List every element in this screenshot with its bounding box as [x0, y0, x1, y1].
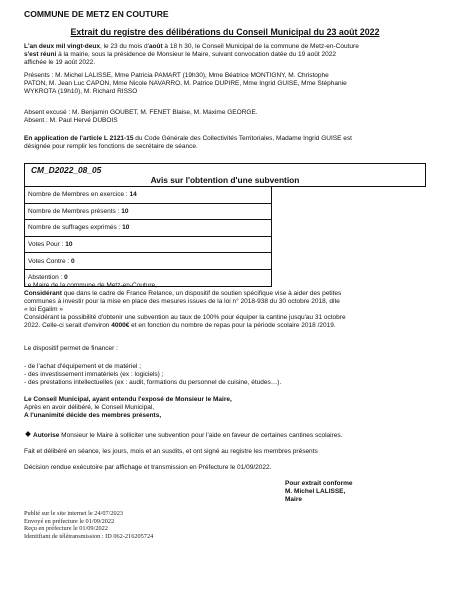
vote-row [25, 187, 272, 204]
signature-block: Pour extrait conforme M. Michel LALISSE, Maire [285, 480, 353, 504]
body-considerant: Considérant que dans le cadre de France Relance, un dispositif de soutien spécifique vise à aider des petites communes à investir pour la mise en place des mesures issues de la loi n° 2018-938 du 30 octobre 2018, dite « loi Egalim » Considérant la possibilité d'obtenir une subvention au taux de 100% pour équiper la cantine jusqu'au 31 octobre 2022. Celle-ci serait d'environ 4000€ et en fonction du nombre de repas pour la période scolaire 2018 /2019. [24, 290, 346, 330]
vote-row [25, 220, 272, 237]
vote-label: Votes Contre : [28, 257, 71, 265]
secretary-paragraph: En application de l'article L 2121-15 du Code Générale des Collectivités Territoriales, Madame Ingrid GUISE est désignée pour remplir les fonctions de secrétaire de séance. [24, 135, 352, 151]
commune-header: COMMUNE DE METZ EN COUTURE [24, 9, 169, 19]
transmission-footer: Publié sur le site internet le 24/07/2023 Envoyé en préfecture le 01/09/2022 Reçu en préfecture le 01/09/2022 Identifiant de télétransmission : ID 062-216205724 [24, 510, 154, 540]
document-title: Extrait du registre des délibérations du Conseil Municipal du 23 août 2022 [70, 27, 380, 37]
vote-cell [25, 236, 272, 253]
vote-value: 0 [64, 274, 68, 282]
intro-paragraph: L'an deux mil vingt-deux, le 23 du mois d'août à 18 h 30, le Conseil Municipal de la commune de Metz-en-Couture s'est réuni à la mairie, sous la présidence de Monsieur le Maire, suivant convocation datée du 19 août 2022 affichée le 19 août 2022. [24, 43, 359, 67]
vote-cell [25, 253, 272, 270]
executory-line: Décision rendue exécutoire par affichage et transmission en Préfecture le 01/09/2022. [24, 464, 272, 471]
vote-value: 14 [129, 191, 137, 199]
authorize-line: Autorise Monsieur le Maire à solliciter une subvention pour l'aide en faveur de certaines cantines scolaires. [24, 432, 342, 440]
council-decision: Le Conseil Municipal, ayant entendu l'exposé de Monsieur le Maire, Après en avoir délibéré, le Conseil Municipal, A l'unanimité décide des membres présents, [24, 396, 232, 420]
deliberation-code: CM_D2022_08_05 [31, 165, 102, 175]
vote-row [25, 253, 272, 270]
body-mayor: Le Maire de la commune de Metz-en-Couture, [24, 282, 157, 289]
vote-row [25, 236, 272, 253]
vote-value: 10 [121, 207, 129, 215]
vote-value: 0 [71, 257, 75, 265]
vote-label: Nombre de suffrages exprimés : [28, 224, 123, 232]
present-members: Présents : M. Michel LALISSE, Mme Patricia PAMART (19h30), Mme Béatrice MONTIGNY, M. Christophe PATON, M. Jean Luc CAPON, Mme Nicole NAVARRO, M. Patrice DUPIRE, Mme Ingrid GUISE, Mme Stéphanie WYKROTA (19h10), M. Richard RISSO [24, 72, 347, 96]
absent-members: Absent : M. Paul Hervé DUBOIS [24, 117, 118, 124]
absent-excused: Absent excusé : M. Benjamin GOUBET, M. FENET Blaise, M. Maxime GEORGE. [24, 109, 258, 116]
done-line: Fait et délibéré en séance, les jours, mois et an susdits, et ont signé au registre les membres présents [24, 448, 318, 455]
vote-cell [25, 187, 272, 204]
vote-label: Votes Pour : [28, 241, 66, 249]
deliberation-header-box [24, 163, 426, 187]
vote-label: Abstention : [28, 274, 65, 282]
vote-label: Nombre de Membres en exercice : [28, 191, 130, 199]
deliberation-subject: Avis sur l'obtention d'une subvention [150, 175, 300, 185]
list-item: - des investissement immatériels (ex : logiciels) ; [24, 371, 164, 379]
dispositif-intro: Le dispositif permet de financer : [24, 345, 118, 352]
bullet-diamond-icon [25, 431, 31, 437]
vote-label: Nombre de Membres présents : [28, 207, 122, 215]
list-item: - de l'achat d'équipement et de matériel ; [24, 363, 142, 370]
vote-row [25, 203, 272, 220]
vote-value: 10 [122, 224, 130, 232]
list-item: - des prestations intellectuelles (ex : audit, formations du personnel de cuisine, études…). [24, 379, 282, 387]
vote-cell [25, 220, 272, 237]
vote-cell [25, 203, 272, 220]
vote-value: 10 [65, 241, 73, 249]
vote-table [24, 186, 272, 287]
dispositif-list [24, 363, 281, 387]
